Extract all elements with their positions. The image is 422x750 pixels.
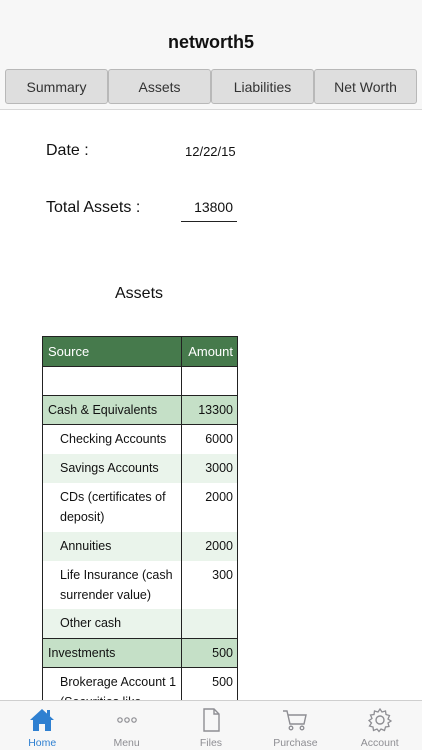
row-source: Life Insurance (cash surrender value) [43, 561, 182, 609]
row-amount[interactable]: 2000 [205, 490, 233, 504]
tabbar-item-purchase[interactable] [253, 701, 337, 750]
row-source: Cash & Equivalents [43, 396, 182, 424]
row-source: Brokerage Account 1 [43, 668, 182, 716]
file-icon [197, 706, 225, 734]
tabbar-label: Menu [113, 737, 140, 749]
header-source: Source [43, 337, 182, 366]
more-icon [113, 706, 141, 734]
tab-assets[interactable]: Assets [108, 69, 211, 104]
date-value[interactable]: 12/22/15 [185, 144, 236, 159]
row-amount: 13300 [198, 403, 233, 417]
row-source: Checking Accounts [43, 425, 182, 454]
assets-table [42, 336, 238, 717]
page-title: networth5 [167, 32, 254, 52]
category-row-investments[interactable] [43, 639, 237, 668]
table-row[interactable] [43, 425, 237, 454]
table-row[interactable] [43, 483, 237, 532]
row-source: Annuities [43, 532, 182, 561]
row-source: Other cash [43, 609, 182, 638]
tabbar-item-files[interactable] [169, 701, 253, 750]
tabbar-label: Home [28, 737, 57, 749]
segment-tabs [0, 64, 422, 110]
tabbar-label: Files [199, 737, 223, 749]
home-icon [28, 706, 56, 734]
tab-liabilities[interactable]: Liabilities [211, 69, 314, 104]
blank-row [43, 367, 237, 396]
blank-amount-cell [182, 367, 237, 395]
tabbar-item-account[interactable] [338, 701, 422, 750]
bottom-tab-bar [0, 700, 422, 750]
total-assets-label: Total Assets : [46, 199, 141, 216]
table-row[interactable] [43, 454, 237, 483]
total-assets-value[interactable]: 13800 [181, 199, 237, 222]
row-amount[interactable] [182, 609, 237, 638]
assets-content[interactable] [0, 110, 422, 700]
tab-summary[interactable]: Summary [5, 69, 108, 104]
tabbar-item-menu[interactable] [84, 701, 168, 750]
row-amount[interactable]: 300 [212, 568, 233, 582]
row-amount[interactable]: 6000 [205, 432, 233, 446]
category-row-cash[interactable] [43, 396, 237, 425]
header-amount: Amount [188, 344, 233, 359]
tabbar-label: Account [360, 737, 399, 749]
cart-icon [281, 706, 309, 734]
tab-net-worth[interactable]: Net Worth [314, 69, 417, 104]
row-source: Savings Accounts [43, 454, 182, 483]
tabbar-label: Purchase [273, 737, 318, 749]
gear-icon [366, 706, 394, 734]
row-source: CDs (certificates of deposit) [43, 483, 182, 532]
tabbar-item-home[interactable] [0, 701, 84, 750]
row-amount: 500 [212, 646, 233, 660]
row-amount[interactable]: 2000 [182, 532, 237, 561]
title-bar [0, 0, 422, 64]
blank-source-cell [43, 367, 182, 395]
row-source: Investments [43, 639, 182, 667]
table-header-row [43, 337, 237, 367]
table-row[interactable] [43, 609, 237, 639]
date-label: Date : [46, 142, 89, 159]
table-row[interactable] [43, 561, 237, 609]
assets-section-title: Assets [115, 285, 164, 302]
table-row[interactable] [43, 532, 237, 561]
row-amount[interactable]: 3000 [182, 454, 237, 483]
row-amount[interactable]: 500 [212, 675, 233, 689]
